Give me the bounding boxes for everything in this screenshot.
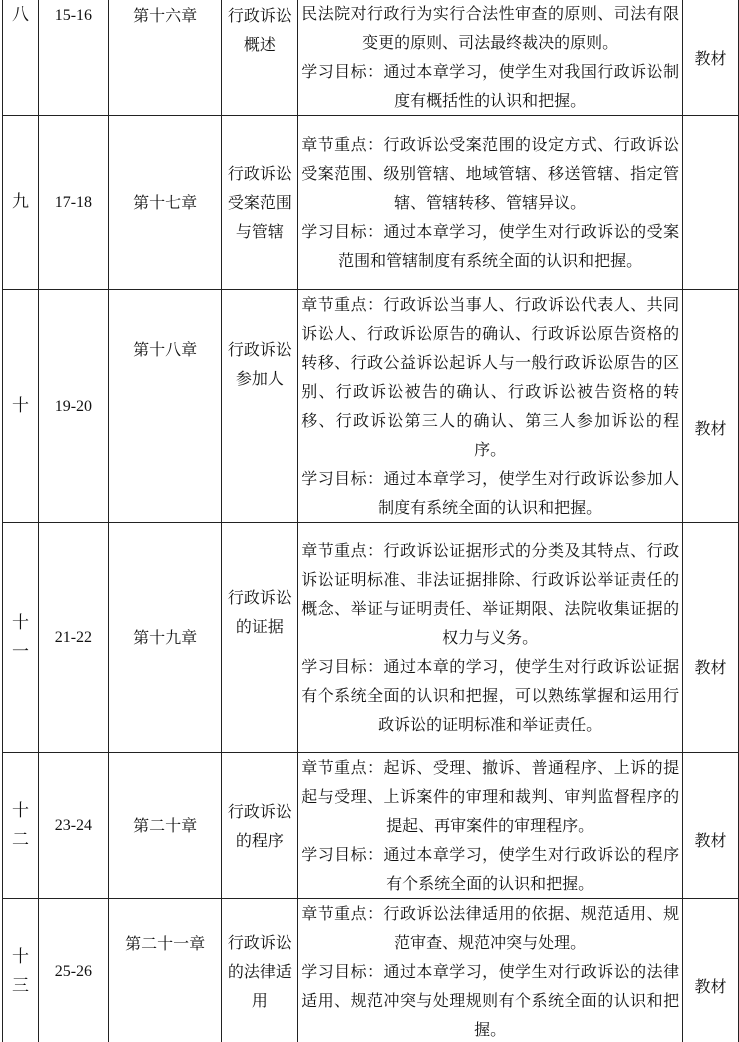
week-range: 19-20 bbox=[38, 290, 108, 523]
chapter-content bbox=[298, 290, 683, 523]
table-row bbox=[3, 899, 739, 1042]
resource: 教材 bbox=[683, 753, 739, 899]
chapter-title: 行政诉讼的程序 bbox=[222, 753, 298, 899]
chapter-title: 行政诉讼的证据 bbox=[222, 523, 298, 753]
chapter-content bbox=[298, 899, 683, 1042]
learning-objective: 学习目标：通过本章学习，使学生对行政诉讼参加人制度有系统全面的认识和把握。 bbox=[301, 469, 680, 517]
chapter-number: 第二十章 bbox=[108, 753, 222, 899]
key-points: 章节重点：行政诉讼当事人、行政诉讼代表人、共同诉讼人、行政诉讼原告的确认、行政诉讼原告资格的转移、行政公益诉讼起诉人与一般行政诉讼原告的区别、行政诉讼被告的确认、行政诉讼被告资格的转移、行政诉讼第三人的确认、第三人参加诉讼的程序。 bbox=[301, 295, 680, 459]
key-points: 民法院对行政行为实行合法性审查的原则、司法有限变更的原则、司法最终裁决的原则。 bbox=[301, 4, 680, 52]
week-range: 23-24 bbox=[38, 753, 108, 899]
week-range: 21-22 bbox=[38, 523, 108, 753]
lesson-number: 十二 bbox=[3, 753, 39, 899]
lesson-number: 八 bbox=[3, 0, 39, 116]
table-row bbox=[3, 290, 739, 523]
chapter-number: 第二十一章 bbox=[108, 899, 222, 1042]
key-points: 章节重点：行政诉讼证据形式的分类及其特点、行政诉讼证明标准、非法证据排除、行政诉讼举证责任的概念、举证与证明责任、举证期限、法院收集证据的权力与义务。 bbox=[301, 541, 680, 647]
table-row bbox=[3, 753, 739, 899]
lesson-number: 九 bbox=[3, 116, 39, 290]
lesson-number: 十 bbox=[3, 290, 39, 523]
chapter-content bbox=[298, 0, 683, 116]
lesson-number: 十一 bbox=[3, 523, 39, 753]
lesson-number: 十三 bbox=[3, 899, 39, 1042]
chapter-title: 行政诉讼概述 bbox=[222, 0, 298, 116]
resource: 教材 bbox=[683, 899, 739, 1042]
chapter-number: 第十八章 bbox=[108, 290, 222, 523]
learning-objective: 学习目标：通过本章学习，使学生对行政诉讼的程序有个系统全面的认识和把握。 bbox=[301, 845, 680, 893]
resource bbox=[683, 116, 739, 290]
week-range: 17-18 bbox=[38, 116, 108, 290]
table-row bbox=[3, 116, 739, 290]
chapter-title: 行政诉讼的法律适用 bbox=[222, 899, 298, 1042]
resource: 教材 bbox=[683, 0, 739, 116]
chapter-title: 行政诉讼受案范围与管辖 bbox=[222, 116, 298, 290]
chapter-number: 第十六章 bbox=[108, 0, 222, 116]
chapter-number: 第十九章 bbox=[108, 523, 222, 753]
learning-objective: 学习目标：通过本章学习，使学生对行政诉讼的受案范围和管辖制度有系统全面的认识和把握。 bbox=[301, 222, 680, 270]
key-points: 章节重点：起诉、受理、撤诉、普通程序、上诉的提起与受理、上诉案件的审理和裁判、审判监督程序的提起、再审案件的审理程序。 bbox=[301, 758, 680, 835]
learning-objective: 学习目标：通过本章的学习，使学生对行政诉讼证据有个系统全面的认识和把握，可以熟练掌握和运用行政诉讼的证明标准和举证责任。 bbox=[301, 657, 680, 734]
chapter-content bbox=[298, 116, 683, 290]
learning-objective: 学习目标：通过本章学习，使学生对我国行政诉讼制度有概括性的认识和把握。 bbox=[301, 62, 680, 110]
key-points: 章节重点：行政诉讼受案范围的设定方式、行政诉讼受案范围、级别管辖、地域管辖、移送管辖、指定管辖、管辖转移、管辖异议。 bbox=[301, 135, 680, 212]
chapter-content bbox=[298, 523, 683, 753]
learning-objective: 学习目标：通过本章学习，使学生对行政诉讼的法律适用、规范冲突与处理规则有个系统全面的认识和把握。 bbox=[301, 962, 680, 1039]
chapter-number: 第十七章 bbox=[108, 116, 222, 290]
week-range: 15-16 bbox=[38, 0, 108, 116]
course-schedule-table bbox=[2, 0, 739, 1042]
key-points: 章节重点：行政诉讼法律适用的依据、规范适用、规范审查、规范冲突与处理。 bbox=[301, 904, 680, 952]
chapter-title: 行政诉讼参加人 bbox=[222, 290, 298, 523]
week-range: 25-26 bbox=[38, 899, 108, 1042]
table-row bbox=[3, 523, 739, 753]
chapter-content bbox=[298, 753, 683, 899]
resource: 教材 bbox=[683, 523, 739, 753]
table-row bbox=[3, 0, 739, 116]
resource: 教材 bbox=[683, 290, 739, 523]
